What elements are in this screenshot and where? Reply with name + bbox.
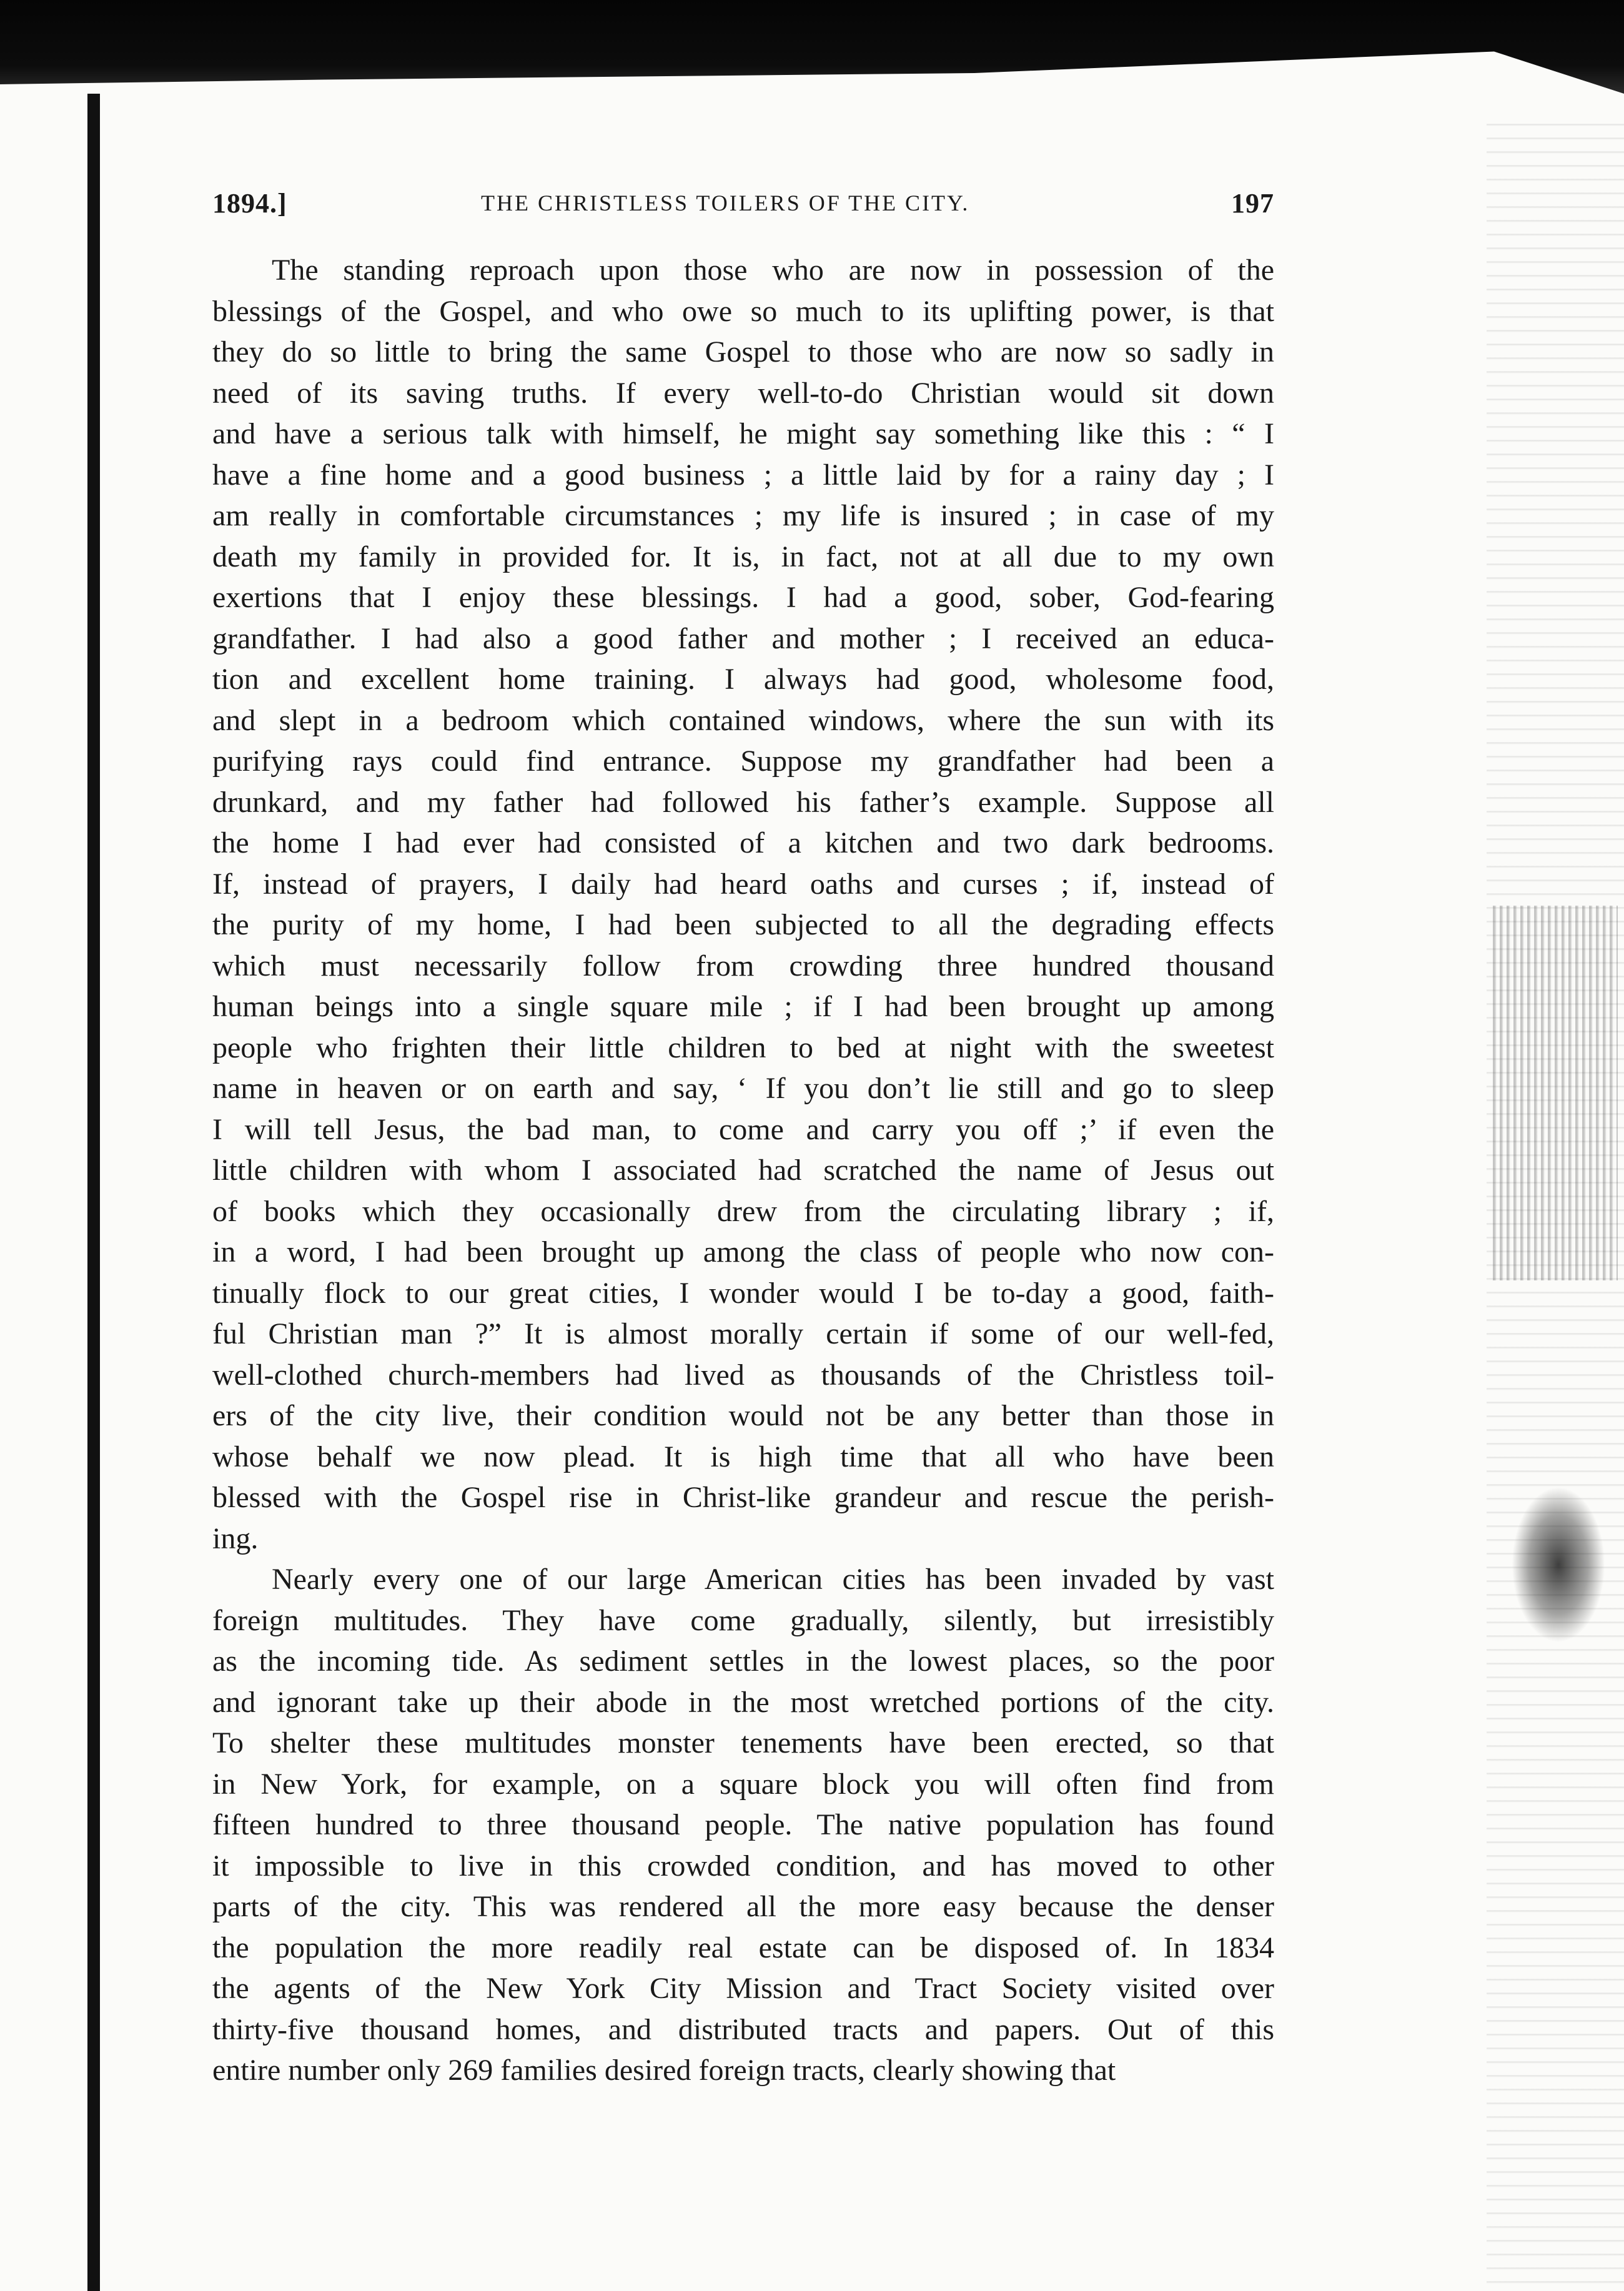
text-line: entire number only 269 families desired foreign tracts, clearly showing that <box>212 2054 1116 2087</box>
text-line: in New York, for example, on a square block you will often find from <box>212 1767 1274 1801</box>
header-year: 1894.] <box>212 188 287 219</box>
scan-bleedthrough-right <box>1493 906 1618 1280</box>
text-line: which must necessarily follow from crowding three hundred thousand <box>212 949 1274 982</box>
text-line: the agents of the New York City Mission and Tract Society visited over <box>212 1972 1274 2005</box>
text-line: of books which they occasionally drew from the circulating library ; if, <box>212 1194 1274 1228</box>
text-line: grandfather. I had also a good father and mother ; I received an educa- <box>212 621 1274 655</box>
text-line: foreign multitudes. They have come gradually, silently, but irresistibly <box>212 1603 1274 1637</box>
text-line: well-clothed church-members had lived as thousands of the Christless toil- <box>212 1358 1274 1392</box>
text-line: have a fine home and a good business ; a little laid by for a rainy day ; I <box>212 458 1274 492</box>
page-number: 197 <box>1231 188 1274 219</box>
text-line: and slept in a bedroom which contained windows, where the sun with its <box>212 703 1274 737</box>
text-line: blessed with the Gospel rise in Christ-like grandeur and rescue the perish- <box>212 1481 1274 1514</box>
text-line: and have a serious talk with himself, he might say something like this : “ I <box>212 417 1274 450</box>
scan-edge-shadow-left <box>87 94 100 2291</box>
text-line: drunkard, and my father had followed his father’s example. Suppose all <box>212 785 1274 819</box>
text-line: If, instead of prayers, I daily had heard oaths and curses ; if, instead of <box>212 867 1274 901</box>
text-line: am really in comfortable circumstances ; my life is insured ; in case of my <box>212 499 1274 532</box>
text-line: human beings into a single square mile ; if I had been brought up among <box>212 990 1274 1023</box>
running-header <box>212 187 1274 231</box>
text-line: The standing reproach upon those who are now in possession of the <box>272 254 1274 287</box>
text-line: To shelter these multitudes monster tenements have been erected, so that <box>212 1726 1274 1759</box>
text-line: Nearly every one of our large American cities has been invaded by vast <box>272 1563 1274 1596</box>
text-line: thirty-five thousand homes, and distributed tracts and papers. Out of this <box>212 2012 1274 2046</box>
text-line: need of its saving truths. If every well-to-do Christian would sit down <box>212 376 1274 410</box>
text-line: and ignorant take up their abode in the most wretched portions of the city. <box>212 1685 1274 1719</box>
text-line: I will tell Jesus, the bad man, to come and carry you off ;’ if even the <box>212 1112 1274 1146</box>
text-line: it impossible to live in this crowded condition, and has moved to other <box>212 1849 1274 1883</box>
text-line: whose behalf we now plead. It is high time that all who have been <box>212 1440 1274 1473</box>
text-line: they do so little to bring the same Gospel to those who are now so sadly in <box>212 335 1274 369</box>
text-line: fifteen hundred to three thousand people. The native population has found <box>212 1808 1274 1841</box>
text-line: tinually flock to our great cities, I wonder would I be to-day a good, faith- <box>212 1276 1274 1310</box>
paragraph <box>212 1559 1274 2091</box>
text-line: ers of the city live, their condition would not be any better than those in <box>212 1399 1274 1432</box>
text-line: parts of the city. This was rendered all the more easy because the denser <box>212 1890 1274 1923</box>
text-line: purifying rays could find entrance. Suppose my grandfather had been a <box>212 745 1274 778</box>
text-line: tion and excellent home training. I always had good, wholesome food, <box>212 663 1274 696</box>
text-line: death my family in provided for. It is, in fact, not at all due to my own <box>212 540 1274 573</box>
text-line: exertions that I enjoy these blessings. I had a good, sober, God-fearing <box>212 581 1274 614</box>
text-line: the home I had ever had consisted of a kitchen and two dark bedrooms. <box>212 826 1274 859</box>
body-text <box>212 250 1274 2091</box>
text-line: name in heaven or on earth and say, ‘ If you don’t lie still and go to sleep <box>212 1072 1274 1105</box>
header-title: THE CHRISTLESS TOILERS OF THE CITY. <box>481 191 970 215</box>
scan-ink-blot <box>1512 1487 1605 1643</box>
text-line: in a word, I had been brought up among the class of people who now con- <box>212 1235 1274 1269</box>
text-line: ful Christian man ?” It is almost morally certain if some of our well-fed, <box>212 1317 1274 1350</box>
text-line: little children with whom I associated had scratched the name of Jesus out <box>212 1154 1274 1187</box>
text-line: blessings of the Gospel, and who owe so much to its uplifting power, is that <box>212 294 1274 328</box>
paragraph <box>212 250 1274 1559</box>
text-line: people who frighten their little children to bed at night with the sweetest <box>212 1031 1274 1064</box>
text-line: the purity of my home, I had been subjected to all the degrading effects <box>212 908 1274 941</box>
text-line: as the incoming tide. As sediment settles in the lowest places, so the poor <box>212 1645 1274 1678</box>
scan-edge-shadow-top <box>0 0 1624 94</box>
text-line: ing. <box>212 1522 259 1555</box>
text-line: the population the more readily real estate can be disposed of. In 1834 <box>212 1931 1274 1964</box>
